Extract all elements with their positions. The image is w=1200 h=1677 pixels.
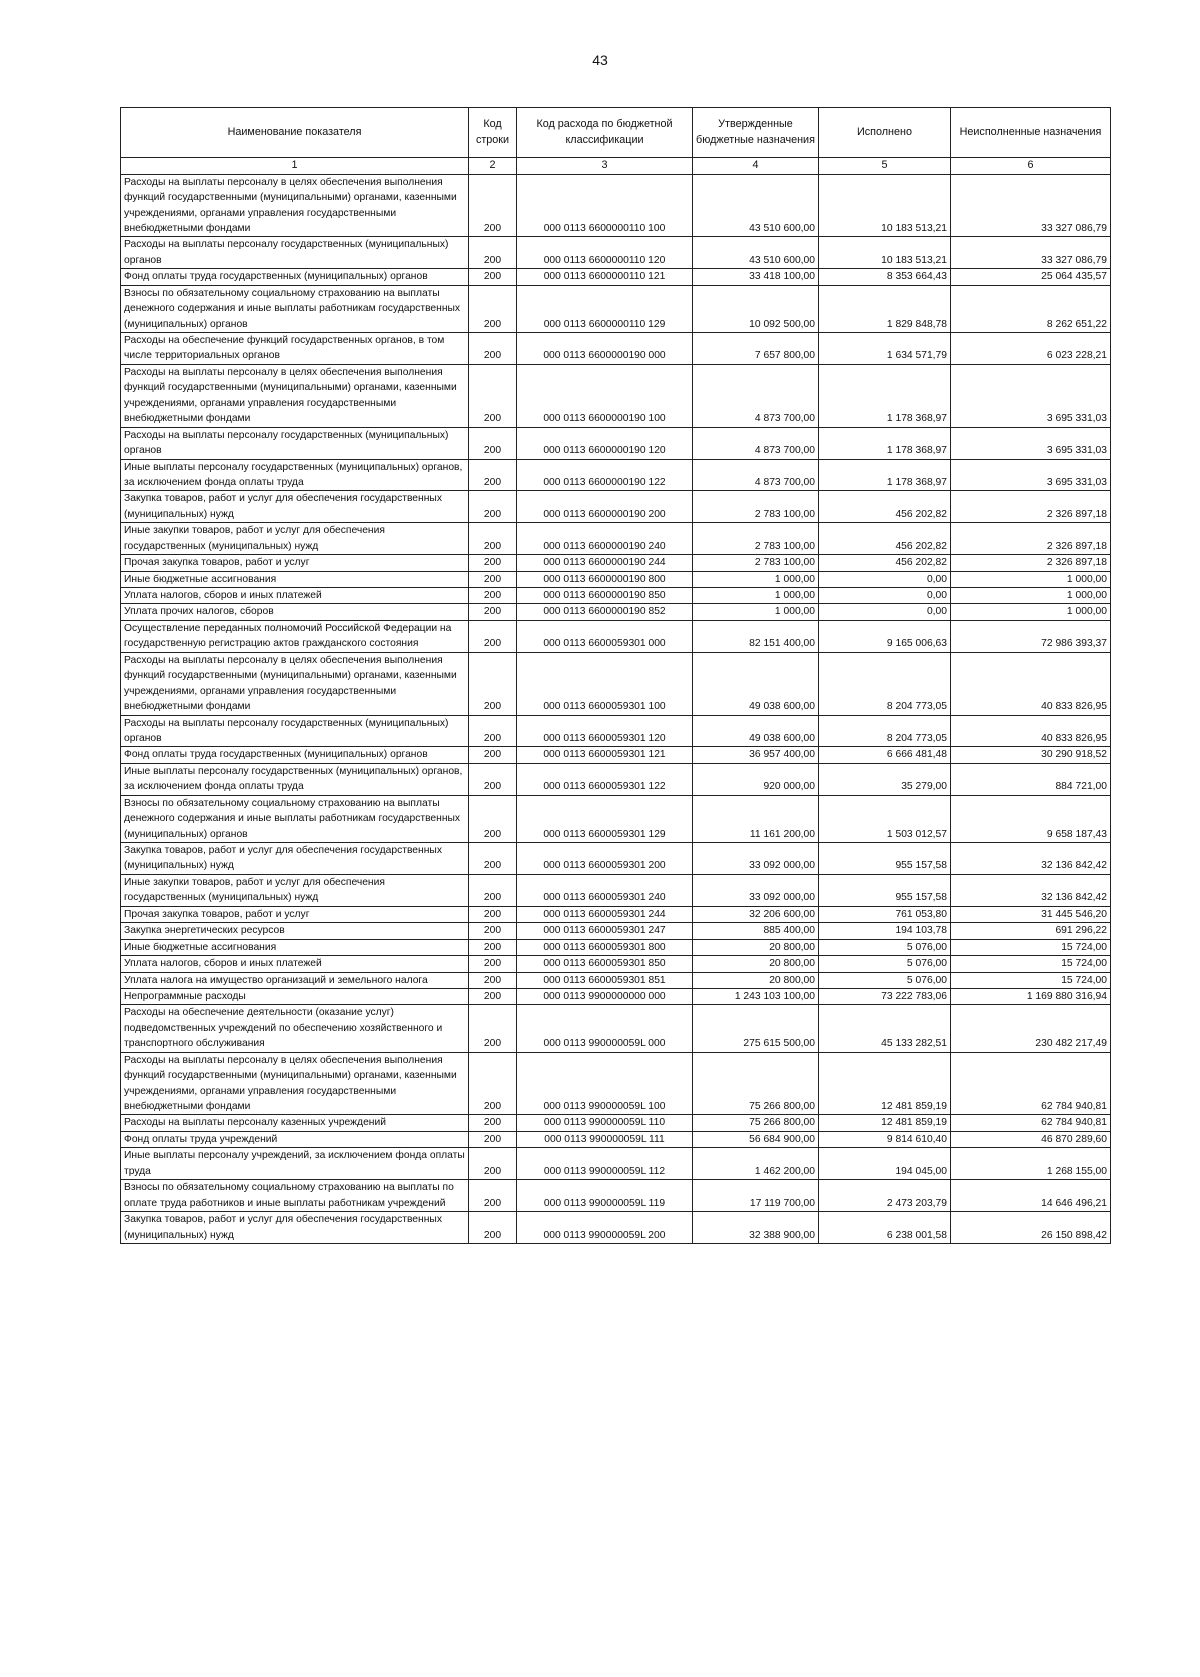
column-number: 1 xyxy=(121,158,469,175)
line-code: 200 xyxy=(469,1005,517,1052)
indicator-name: Расходы на выплаты персоналу в целях обеспечения выполнения функций государственными (муниципальными) органами, казенными учреждениями, органами управления государственными внебюджетными фондами xyxy=(121,652,469,715)
budget-classification-code: 000 0113 6600059301 100 xyxy=(517,652,693,715)
line-code: 200 xyxy=(469,747,517,763)
indicator-name: Уплата прочих налогов, сборов xyxy=(121,604,469,620)
line-code: 200 xyxy=(469,652,517,715)
line-code: 200 xyxy=(469,459,517,491)
executed-amount: 6 238 001,58 xyxy=(819,1212,951,1244)
approved-amount: 7 657 800,00 xyxy=(693,333,819,365)
approved-amount: 82 151 400,00 xyxy=(693,620,819,652)
table-row xyxy=(121,1131,1111,1147)
approved-amount: 2 783 100,00 xyxy=(693,523,819,555)
line-code: 200 xyxy=(469,237,517,269)
indicator-name: Уплата налога на имущество организаций и земельного налога xyxy=(121,972,469,988)
executed-amount: 5 076,00 xyxy=(819,939,951,955)
approved-amount: 10 092 500,00 xyxy=(693,285,819,332)
budget-classification-code: 000 0113 6600059301 851 xyxy=(517,972,693,988)
budget-classification-code: 000 0113 990000059L 110 xyxy=(517,1115,693,1131)
approved-amount: 1 000,00 xyxy=(693,604,819,620)
executed-amount: 194 045,00 xyxy=(819,1148,951,1180)
approved-amount: 20 800,00 xyxy=(693,972,819,988)
table-row xyxy=(121,874,1111,906)
executed-amount: 2 473 203,79 xyxy=(819,1180,951,1212)
executed-amount: 1 634 571,79 xyxy=(819,333,951,365)
indicator-name: Иные закупки товаров, работ и услуг для обеспечения государственных (муниципальных) нужд xyxy=(121,874,469,906)
approved-amount: 56 684 900,00 xyxy=(693,1131,819,1147)
table-row xyxy=(121,923,1111,939)
column-number: 2 xyxy=(469,158,517,175)
indicator-name: Иные бюджетные ассигнования xyxy=(121,939,469,955)
executed-amount: 0,00 xyxy=(819,604,951,620)
table-row xyxy=(121,459,1111,491)
unexecuted-amount: 15 724,00 xyxy=(951,939,1111,955)
line-code: 200 xyxy=(469,523,517,555)
line-code: 200 xyxy=(469,174,517,237)
executed-amount: 35 279,00 xyxy=(819,763,951,795)
table-row xyxy=(121,285,1111,332)
executed-amount: 5 076,00 xyxy=(819,972,951,988)
budget-classification-code: 000 0113 990000059L 111 xyxy=(517,1131,693,1147)
line-code: 200 xyxy=(469,795,517,842)
indicator-name: Прочая закупка товаров, работ и услуг xyxy=(121,906,469,922)
page-number: 43 xyxy=(592,52,608,68)
budget-classification-code: 000 0113 6600000190 800 xyxy=(517,571,693,587)
unexecuted-amount: 40 833 826,95 xyxy=(951,652,1111,715)
table-row xyxy=(121,571,1111,587)
indicator-name: Взносы по обязательному социальному страхованию на выплаты денежного содержания и иные выплаты работникам государственных (муниципальных) органов xyxy=(121,795,469,842)
unexecuted-amount: 9 658 187,43 xyxy=(951,795,1111,842)
line-code: 200 xyxy=(469,1180,517,1212)
executed-amount: 955 157,58 xyxy=(819,843,951,875)
indicator-name: Расходы на обеспечение деятельности (оказание услуг) подведомственных учреждений по обеспечению хозяйственного и транспортного обслуживания xyxy=(121,1005,469,1052)
budget-classification-code: 000 0113 990000059L 119 xyxy=(517,1180,693,1212)
indicator-name: Расходы на выплаты персоналу казенных учреждений xyxy=(121,1115,469,1131)
budget-classification-code: 000 0113 990000059L 100 xyxy=(517,1052,693,1115)
column-number: 6 xyxy=(951,158,1111,175)
unexecuted-amount: 1 000,00 xyxy=(951,571,1111,587)
approved-amount: 33 092 000,00 xyxy=(693,874,819,906)
column-number: 3 xyxy=(517,158,693,175)
executed-amount: 10 183 513,21 xyxy=(819,174,951,237)
unexecuted-amount: 46 870 289,60 xyxy=(951,1131,1111,1147)
line-code: 200 xyxy=(469,364,517,427)
unexecuted-amount: 72 986 393,37 xyxy=(951,620,1111,652)
budget-classification-code: 000 0113 6600000190 240 xyxy=(517,523,693,555)
table-row xyxy=(121,763,1111,795)
indicator-name: Закупка товаров, работ и услуг для обеспечения государственных (муниципальных) нужд xyxy=(121,1212,469,1244)
line-code: 200 xyxy=(469,956,517,972)
table-row xyxy=(121,555,1111,571)
table-row xyxy=(121,988,1111,1004)
header-code: Код строки xyxy=(469,108,517,158)
table-row xyxy=(121,956,1111,972)
approved-amount: 75 266 800,00 xyxy=(693,1115,819,1131)
header-executed: Исполнено xyxy=(819,108,951,158)
unexecuted-amount: 3 695 331,03 xyxy=(951,427,1111,459)
budget-classification-code: 000 0113 6600000110 121 xyxy=(517,269,693,285)
table-row xyxy=(121,1052,1111,1115)
line-code: 200 xyxy=(469,874,517,906)
executed-amount: 761 053,80 xyxy=(819,906,951,922)
unexecuted-amount: 30 290 918,52 xyxy=(951,747,1111,763)
indicator-name: Фонд оплаты труда учреждений xyxy=(121,1131,469,1147)
approved-amount: 43 510 600,00 xyxy=(693,174,819,237)
executed-amount: 0,00 xyxy=(819,571,951,587)
indicator-name: Расходы на выплаты персоналу в целях обеспечения выполнения функций государственными (муниципальными) органами, казенными учреждениями, органами управления государственными внебюджетными фондами xyxy=(121,1052,469,1115)
budget-classification-code: 000 0113 6600059301 120 xyxy=(517,715,693,747)
approved-amount: 20 800,00 xyxy=(693,939,819,955)
budget-classification-code: 000 0113 6600059301 122 xyxy=(517,763,693,795)
line-code: 200 xyxy=(469,285,517,332)
table-row xyxy=(121,1180,1111,1212)
unexecuted-amount: 62 784 940,81 xyxy=(951,1115,1111,1131)
unexecuted-amount: 1 000,00 xyxy=(951,588,1111,604)
executed-amount: 194 103,78 xyxy=(819,923,951,939)
table-row xyxy=(121,364,1111,427)
indicator-name: Расходы на выплаты персоналу государственных (муниципальных) органов xyxy=(121,237,469,269)
table-column-numbers-row xyxy=(121,158,1111,175)
indicator-name: Иные бюджетные ассигнования xyxy=(121,571,469,587)
line-code: 200 xyxy=(469,620,517,652)
table-row xyxy=(121,1115,1111,1131)
line-code: 200 xyxy=(469,269,517,285)
table-row xyxy=(121,269,1111,285)
approved-amount: 1 462 200,00 xyxy=(693,1148,819,1180)
budget-classification-code: 000 0113 6600059301 800 xyxy=(517,939,693,955)
budget-classification-code: 000 0113 6600000190 100 xyxy=(517,364,693,427)
table-row xyxy=(121,906,1111,922)
line-code: 200 xyxy=(469,604,517,620)
unexecuted-amount: 40 833 826,95 xyxy=(951,715,1111,747)
executed-amount: 8 204 773,05 xyxy=(819,652,951,715)
budget-classification-code: 000 0113 6600059301 000 xyxy=(517,620,693,652)
approved-amount: 20 800,00 xyxy=(693,956,819,972)
line-code: 200 xyxy=(469,939,517,955)
budget-classification-code: 000 0113 6600059301 200 xyxy=(517,843,693,875)
line-code: 200 xyxy=(469,763,517,795)
unexecuted-amount: 691 296,22 xyxy=(951,923,1111,939)
header-name: Наименование показателя xyxy=(121,108,469,158)
unexecuted-amount: 62 784 940,81 xyxy=(951,1052,1111,1115)
table-row xyxy=(121,604,1111,620)
indicator-name: Иные выплаты персоналу учреждений, за исключением фонда оплаты труда xyxy=(121,1148,469,1180)
budget-classification-code: 000 0113 6600000190 200 xyxy=(517,491,693,523)
table-row xyxy=(121,939,1111,955)
budget-classification-code: 000 0113 6600000190 852 xyxy=(517,604,693,620)
executed-amount: 1 178 368,97 xyxy=(819,427,951,459)
unexecuted-amount: 884 721,00 xyxy=(951,763,1111,795)
executed-amount: 5 076,00 xyxy=(819,956,951,972)
executed-amount: 12 481 859,19 xyxy=(819,1115,951,1131)
unexecuted-amount: 33 327 086,79 xyxy=(951,237,1111,269)
budget-classification-code: 000 0113 990000059L 200 xyxy=(517,1212,693,1244)
table-row xyxy=(121,174,1111,237)
indicator-name: Взносы по обязательному социальному страхованию на выплаты по оплате труда работников и иные выплаты работникам учреждений xyxy=(121,1180,469,1212)
executed-amount: 10 183 513,21 xyxy=(819,237,951,269)
executed-amount: 1 503 012,57 xyxy=(819,795,951,842)
approved-amount: 1 243 103 100,00 xyxy=(693,988,819,1004)
indicator-name: Фонд оплаты труда государственных (муниципальных) органов xyxy=(121,747,469,763)
approved-amount: 17 119 700,00 xyxy=(693,1180,819,1212)
line-code: 200 xyxy=(469,333,517,365)
indicator-name: Уплата налогов, сборов и иных платежей xyxy=(121,956,469,972)
executed-amount: 955 157,58 xyxy=(819,874,951,906)
table-row xyxy=(121,620,1111,652)
line-code: 200 xyxy=(469,1148,517,1180)
budget-classification-code: 000 0113 9900000000 000 xyxy=(517,988,693,1004)
executed-amount: 1 178 368,97 xyxy=(819,459,951,491)
table-row xyxy=(121,1148,1111,1180)
table-header-row xyxy=(121,108,1111,158)
approved-amount: 75 266 800,00 xyxy=(693,1052,819,1115)
table-row xyxy=(121,795,1111,842)
budget-execution-table xyxy=(120,107,1111,1244)
line-code: 200 xyxy=(469,843,517,875)
header-unexecuted: Неисполненные назначения xyxy=(951,108,1111,158)
unexecuted-amount: 25 064 435,57 xyxy=(951,269,1111,285)
table-row xyxy=(121,715,1111,747)
indicator-name: Иные выплаты персоналу государственных (муниципальных) органов, за исключением фонда оплаты труда xyxy=(121,459,469,491)
approved-amount: 36 957 400,00 xyxy=(693,747,819,763)
unexecuted-amount: 1 268 155,00 xyxy=(951,1148,1111,1180)
table-row xyxy=(121,333,1111,365)
indicator-name: Закупка товаров, работ и услуг для обеспечения государственных (муниципальных) нужд xyxy=(121,843,469,875)
line-code: 200 xyxy=(469,427,517,459)
approved-amount: 43 510 600,00 xyxy=(693,237,819,269)
unexecuted-amount: 31 445 546,20 xyxy=(951,906,1111,922)
budget-classification-code: 000 0113 6600000190 244 xyxy=(517,555,693,571)
column-number: 4 xyxy=(693,158,819,175)
unexecuted-amount: 230 482 217,49 xyxy=(951,1005,1111,1052)
indicator-name: Прочая закупка товаров, работ и услуг xyxy=(121,555,469,571)
header-classification: Код расхода по бюджетной классификации xyxy=(517,108,693,158)
executed-amount: 6 666 481,48 xyxy=(819,747,951,763)
indicator-name: Непрограммные расходы xyxy=(121,988,469,1004)
budget-classification-code: 000 0113 6600059301 247 xyxy=(517,923,693,939)
budget-classification-code: 000 0113 6600059301 121 xyxy=(517,747,693,763)
unexecuted-amount: 15 724,00 xyxy=(951,972,1111,988)
table-row xyxy=(121,523,1111,555)
table-row xyxy=(121,1212,1111,1244)
indicator-name: Расходы на выплаты персоналу государственных (муниципальных) органов xyxy=(121,427,469,459)
unexecuted-amount: 1 169 880 316,94 xyxy=(951,988,1111,1004)
budget-classification-code: 000 0113 6600000110 100 xyxy=(517,174,693,237)
approved-amount: 2 783 100,00 xyxy=(693,555,819,571)
line-code: 200 xyxy=(469,988,517,1004)
line-code: 200 xyxy=(469,555,517,571)
executed-amount: 12 481 859,19 xyxy=(819,1052,951,1115)
indicator-name: Взносы по обязательному социальному страхованию на выплаты денежного содержания и иные выплаты работникам государственных (муниципальных) органов xyxy=(121,285,469,332)
budget-classification-code: 000 0113 6600059301 129 xyxy=(517,795,693,842)
approved-amount: 275 615 500,00 xyxy=(693,1005,819,1052)
unexecuted-amount: 1 000,00 xyxy=(951,604,1111,620)
executed-amount: 8 353 664,43 xyxy=(819,269,951,285)
unexecuted-amount: 6 023 228,21 xyxy=(951,333,1111,365)
executed-amount: 9 165 006,63 xyxy=(819,620,951,652)
unexecuted-amount: 2 326 897,18 xyxy=(951,491,1111,523)
budget-classification-code: 000 0113 6600059301 240 xyxy=(517,874,693,906)
table-row xyxy=(121,491,1111,523)
line-code: 200 xyxy=(469,491,517,523)
table-row xyxy=(121,747,1111,763)
line-code: 200 xyxy=(469,923,517,939)
budget-classification-code: 000 0113 6600000110 129 xyxy=(517,285,693,332)
indicator-name: Расходы на выплаты персоналу государственных (муниципальных) органов xyxy=(121,715,469,747)
indicator-name: Расходы на выплаты персоналу в целях обеспечения выполнения функций государственными (муниципальными) органами, казенными учреждениями, органами управления государственными внебюджетными фондами xyxy=(121,364,469,427)
approved-amount: 49 038 600,00 xyxy=(693,715,819,747)
approved-amount: 33 092 000,00 xyxy=(693,843,819,875)
budget-classification-code: 000 0113 990000059L 000 xyxy=(517,1005,693,1052)
indicator-name: Расходы на выплаты персоналу в целях обеспечения выполнения функций государственными (муниципальными) органами, казенными учреждениями, органами управления государственными внебюджетными фондами xyxy=(121,174,469,237)
indicator-name: Иные закупки товаров, работ и услуг для обеспечения государственных (муниципальных) нужд xyxy=(121,523,469,555)
executed-amount: 73 222 783,06 xyxy=(819,988,951,1004)
indicator-name: Расходы на обеспечение функций государственных органов, в том числе территориальных органов xyxy=(121,333,469,365)
header-approved: Утвержденные бюджетные назначения xyxy=(693,108,819,158)
unexecuted-amount: 3 695 331,03 xyxy=(951,459,1111,491)
approved-amount: 885 400,00 xyxy=(693,923,819,939)
approved-amount: 1 000,00 xyxy=(693,571,819,587)
approved-amount: 2 783 100,00 xyxy=(693,491,819,523)
table-row xyxy=(121,843,1111,875)
budget-classification-code: 000 0113 6600000190 120 xyxy=(517,427,693,459)
budget-classification-code: 000 0113 6600000190 122 xyxy=(517,459,693,491)
executed-amount: 1 178 368,97 xyxy=(819,364,951,427)
line-code: 200 xyxy=(469,1131,517,1147)
executed-amount: 456 202,82 xyxy=(819,555,951,571)
budget-classification-code: 000 0113 6600059301 244 xyxy=(517,906,693,922)
table-row xyxy=(121,427,1111,459)
budget-classification-code: 000 0113 6600059301 850 xyxy=(517,956,693,972)
line-code: 200 xyxy=(469,571,517,587)
unexecuted-amount: 8 262 651,22 xyxy=(951,285,1111,332)
executed-amount: 456 202,82 xyxy=(819,491,951,523)
table-row xyxy=(121,588,1111,604)
budget-classification-code: 000 0113 990000059L 112 xyxy=(517,1148,693,1180)
table-body xyxy=(121,174,1111,1243)
indicator-name: Фонд оплаты труда государственных (муниципальных) органов xyxy=(121,269,469,285)
unexecuted-amount: 3 695 331,03 xyxy=(951,364,1111,427)
approved-amount: 11 161 200,00 xyxy=(693,795,819,842)
approved-amount: 49 038 600,00 xyxy=(693,652,819,715)
indicator-name: Иные выплаты персоналу государственных (муниципальных) органов, за исключением фонда оплаты труда xyxy=(121,763,469,795)
approved-amount: 920 000,00 xyxy=(693,763,819,795)
indicator-name: Закупка товаров, работ и услуг для обеспечения государственных (муниципальных) нужд xyxy=(121,491,469,523)
approved-amount: 4 873 700,00 xyxy=(693,364,819,427)
approved-amount: 4 873 700,00 xyxy=(693,427,819,459)
approved-amount: 32 388 900,00 xyxy=(693,1212,819,1244)
line-code: 200 xyxy=(469,1115,517,1131)
table-row xyxy=(121,237,1111,269)
executed-amount: 8 204 773,05 xyxy=(819,715,951,747)
approved-amount: 4 873 700,00 xyxy=(693,459,819,491)
unexecuted-amount: 2 326 897,18 xyxy=(951,555,1111,571)
indicator-name: Осуществление переданных полномочий Российской Федерации на государственную регистрацию актов гражданского состояния xyxy=(121,620,469,652)
unexecuted-amount: 15 724,00 xyxy=(951,956,1111,972)
line-code: 200 xyxy=(469,1212,517,1244)
budget-classification-code: 000 0113 6600000190 000 xyxy=(517,333,693,365)
line-code: 200 xyxy=(469,588,517,604)
table-row xyxy=(121,972,1111,988)
budget-classification-code: 000 0113 6600000190 850 xyxy=(517,588,693,604)
approved-amount: 33 418 100,00 xyxy=(693,269,819,285)
unexecuted-amount: 33 327 086,79 xyxy=(951,174,1111,237)
table-row xyxy=(121,652,1111,715)
executed-amount: 9 814 610,40 xyxy=(819,1131,951,1147)
line-code: 200 xyxy=(469,715,517,747)
executed-amount: 456 202,82 xyxy=(819,523,951,555)
indicator-name: Уплата налогов, сборов и иных платежей xyxy=(121,588,469,604)
executed-amount: 45 133 282,51 xyxy=(819,1005,951,1052)
unexecuted-amount: 32 136 842,42 xyxy=(951,874,1111,906)
unexecuted-amount: 32 136 842,42 xyxy=(951,843,1111,875)
executed-amount: 0,00 xyxy=(819,588,951,604)
unexecuted-amount: 26 150 898,42 xyxy=(951,1212,1111,1244)
line-code: 200 xyxy=(469,906,517,922)
approved-amount: 32 206 600,00 xyxy=(693,906,819,922)
approved-amount: 1 000,00 xyxy=(693,588,819,604)
budget-classification-code: 000 0113 6600000110 120 xyxy=(517,237,693,269)
unexecuted-amount: 2 326 897,18 xyxy=(951,523,1111,555)
line-code: 200 xyxy=(469,972,517,988)
line-code: 200 xyxy=(469,1052,517,1115)
column-number: 5 xyxy=(819,158,951,175)
executed-amount: 1 829 848,78 xyxy=(819,285,951,332)
table-row xyxy=(121,1005,1111,1052)
unexecuted-amount: 14 646 496,21 xyxy=(951,1180,1111,1212)
indicator-name: Закупка энергетических ресурсов xyxy=(121,923,469,939)
